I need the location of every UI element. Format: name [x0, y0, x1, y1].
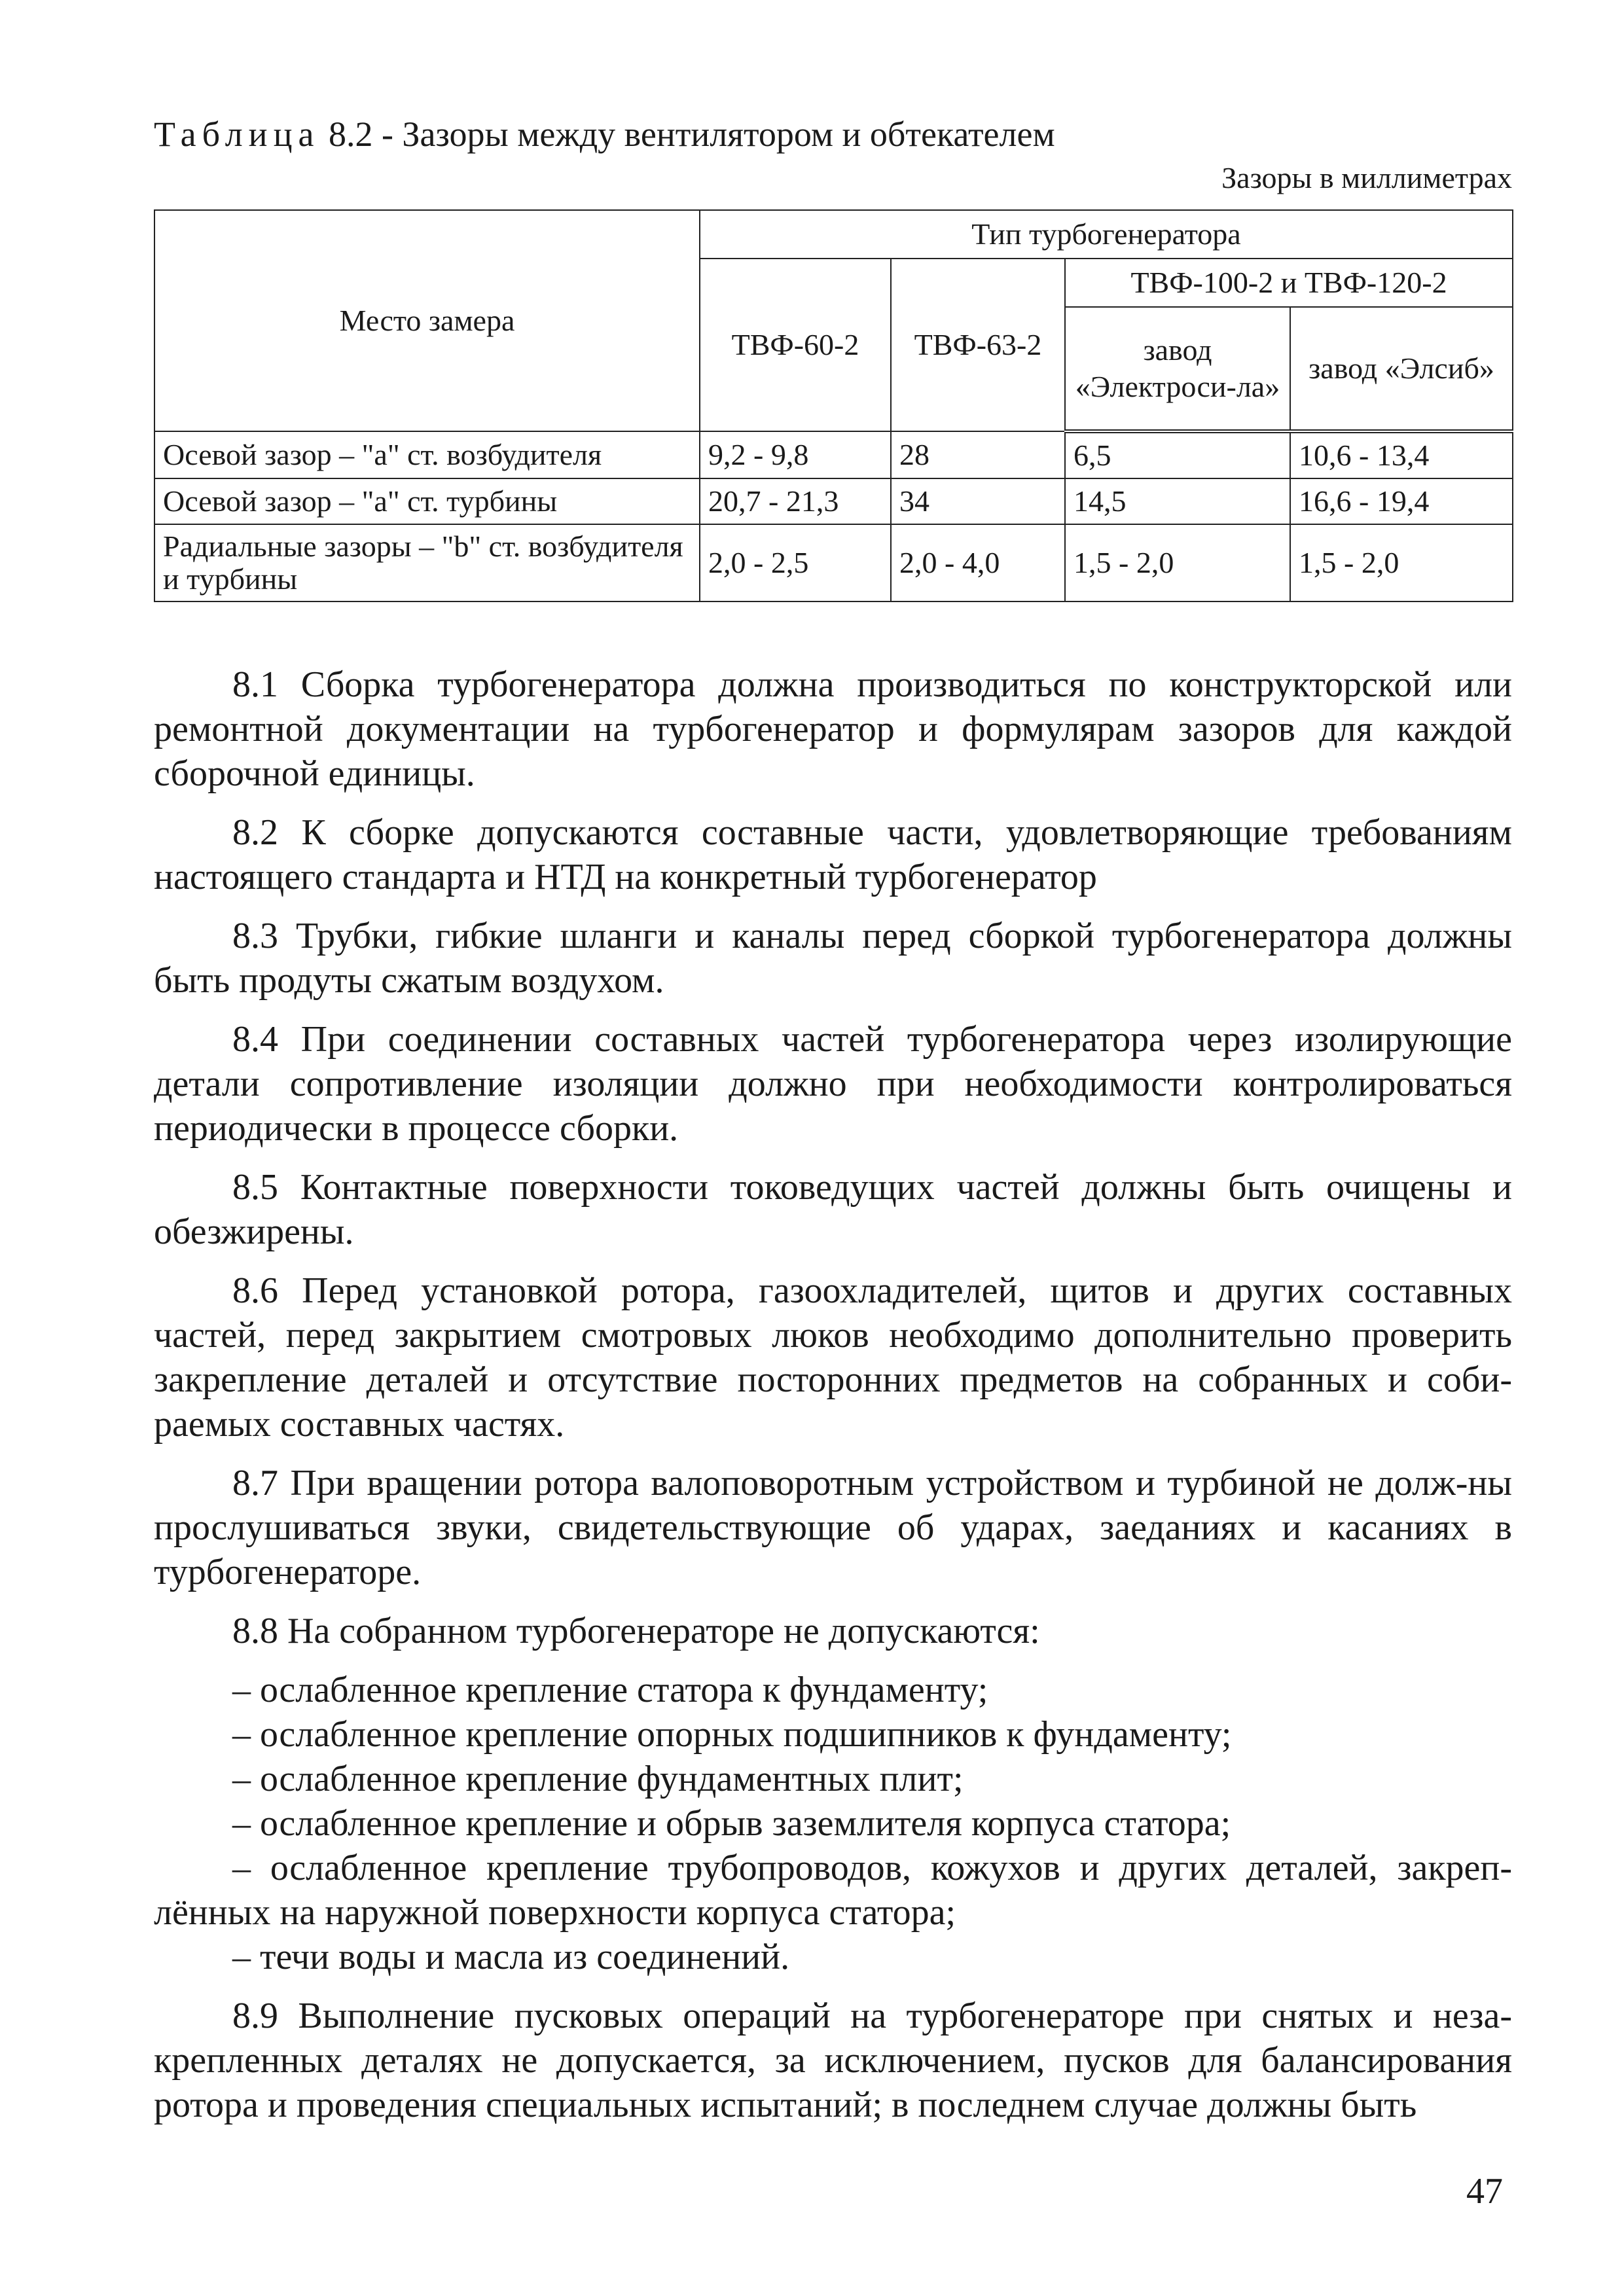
paragraph-8-3: 8.3 Трубки, гибкие шланги и каналы перед сборкой турбогенератора должны быть продуты сжатым воздухом.: [154, 916, 1512, 1001]
paragraph-8-5: 8.5 Контактные поверхности токоведущих частей должны быть очищены и обезжирены.: [154, 1167, 1512, 1252]
gaps-table: [154, 209, 1513, 602]
list-item: – ослабленное крепление и обрыв заземлителя корпуса статора;: [232, 1803, 1231, 1844]
list-item: – ослабленное крепление фундаментных плит;: [232, 1759, 964, 1799]
page-number: 47: [1466, 2171, 1503, 2212]
row-value-tvf-63: 34: [891, 478, 1065, 524]
row-value-elektrosila: 14,5: [1065, 478, 1290, 524]
row-value-elsib: 10,6 - 13,4: [1290, 431, 1513, 478]
list-item: – ослабленное крепление опорных подшипников к фундаменту;: [232, 1714, 1232, 1755]
paragraph-8-6: 8.6 Перед установкой ротора, газоохладителей, щитов и других составных частей, перед закрытием смотровых люков необходимо дополнительно проверить закрепление деталей и отсутствие посторонних предметов на собранных и соби-раемых составных частях.: [154, 1270, 1512, 1444]
paragraph-8-1: 8.1 Сборка турбогенератора должна производиться по конструкторской или ремонтной документации на турбогенератор и формулярам зазоров для каждой сборочной единицы.: [154, 664, 1512, 794]
row-value-tvf-63: 2,0 - 4,0: [891, 524, 1065, 601]
table-caption: [154, 111, 1512, 157]
table-caption-lead: Таблица: [154, 115, 320, 154]
header-tvf-100-120: ТВФ-100-2 и ТВФ-120-2: [1065, 259, 1513, 307]
paragraph-8-9: 8.9 Выполнение пусковых операций на турбогенераторе при снятых и неза-крепленных деталях не допускается, за исключением, пусков для балансирования ротора и проведения специальных испытаний; в последнем случае должны быть: [154, 1996, 1512, 2125]
body-text: [154, 662, 1512, 2127]
table-row: [154, 524, 1513, 601]
row-value-elsib: 16,6 - 19,4: [1290, 478, 1513, 524]
table-caption-text: 8.2 - Зазоры между вентилятором и обтекателем: [319, 115, 1055, 154]
paragraph-8-4: 8.4 При соединении составных частей турбогенератора через изолирующие детали сопротивление изоляции должно при необходимости контролироваться периодически в процессе сборки.: [154, 1019, 1512, 1149]
header-place: Место замера: [154, 210, 700, 431]
row-value-tvf-60: 2,0 - 2,5: [700, 524, 891, 601]
list-item: – ослабленное крепление трубопроводов, кожухов и других деталей, закреп-лённых на наружной поверхности корпуса статора;: [154, 1848, 1512, 1933]
row-place: Осевой зазор – "а" ст. турбины: [154, 478, 700, 524]
list-item: – ослабленное крепление статора к фундаменту;: [232, 1670, 988, 1710]
row-value-elektrosila: 6,5: [1065, 431, 1290, 478]
table-row: [154, 478, 1513, 524]
paragraph-8-8: 8.8 На собранном турбогенераторе не допускаются:: [232, 1611, 1040, 1651]
list-item: – течи воды и масла из соединений.: [232, 1937, 790, 1977]
header-type-group: Тип турбогенератора: [700, 210, 1513, 259]
header-tvf-60: ТВФ-60-2: [700, 259, 891, 431]
paragraph-8-7: 8.7 При вращении ротора валоповоротным устройством и турбиной не долж-ны прослушиваться звуки, свидетельствующие об ударах, заеданиях и касаниях в турбогенераторе.: [154, 1463, 1512, 1592]
row-value-elektrosila: 1,5 - 2,0: [1065, 524, 1290, 601]
header-plant-elektrosila: завод «Электроси-ла»: [1065, 307, 1290, 431]
defects-list: [154, 1668, 1512, 1979]
paragraph-8-2: 8.2 К сборке допускаются составные части, удовлетворяющие требованиям настоящего стандарта и НТД на конкретный турбогенератор: [154, 812, 1512, 897]
document-page: [154, 111, 1512, 2142]
row-value-tvf-60: 9,2 - 9,8: [700, 431, 891, 478]
row-value-elsib: 1,5 - 2,0: [1290, 524, 1513, 601]
header-plant-elsib: завод «Элсиб»: [1290, 307, 1513, 431]
table-units-note: Зазоры в миллиметрах: [1221, 161, 1512, 194]
row-value-tvf-60: 20,7 - 21,3: [700, 478, 891, 524]
table-row: [154, 431, 1513, 478]
header-tvf-63: ТВФ-63-2: [891, 259, 1065, 431]
row-value-tvf-63: 28: [891, 431, 1065, 478]
row-place: Радиальные зазоры – "b" ст. возбудителя и турбины: [154, 524, 700, 601]
row-place: Осевой зазор – "а" ст. возбудителя: [154, 431, 700, 478]
